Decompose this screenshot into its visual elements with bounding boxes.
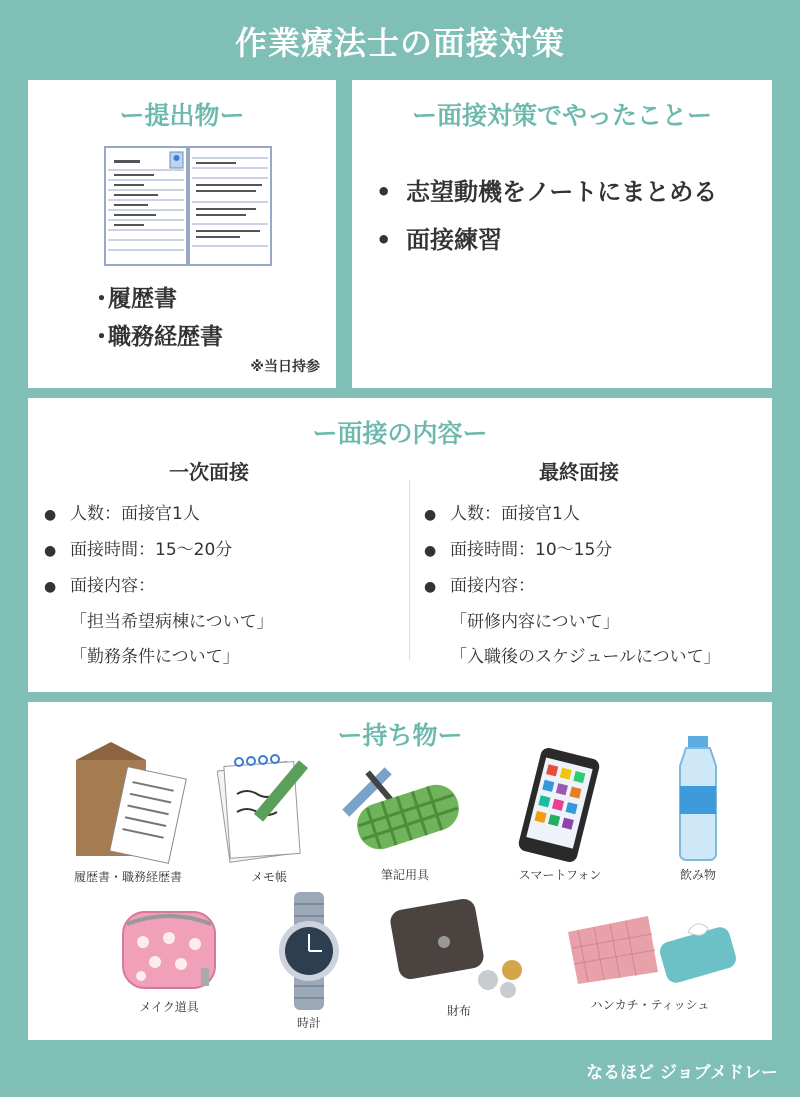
topic-text: 「担当希望病棟について」 [70,612,274,632]
interview-content-panel [28,398,772,692]
topic-text: 「勤務条件について」 [70,647,240,667]
item-wallet [384,898,534,1019]
prep-panel [352,80,772,388]
list-item: • 面接練習 [376,226,502,254]
item-label: 履歴書・職務経歴書 [73,870,182,884]
list-item: ・履歴書 [90,286,177,312]
item-documents [58,742,198,885]
topic-text: 「入職後のスケジュールについて」 [450,647,721,667]
wallet-icon [384,898,534,998]
list-item: ● 面接時間：10〜15分 [424,540,613,560]
column-divider [409,480,410,660]
list-item: ● 人数：面接官1人 [44,504,200,524]
prep-list [376,168,717,264]
list-item: ● 人数：面接官1人 [424,504,580,524]
item-smartphone [498,748,622,883]
topic-text: 「研修内容について」 [450,612,620,632]
item-label: メモ帳 [250,870,287,884]
memo-pad-icon [217,750,321,864]
item-label: 飲み物 [679,868,716,882]
item-watch [264,892,354,1031]
first-interview-title: 一次面接 [169,460,249,484]
submissions-panel [28,80,336,388]
list-item: ● 面接内容： [424,576,535,596]
first-interview-column [44,456,404,675]
list-item: ● 面接時間：15〜20分 [44,540,233,560]
handkerchief-tissue-icon [558,902,742,992]
pencil-case-icon [342,758,468,862]
envelope-documents-icon [68,742,188,864]
makeup-pouch-icon [117,898,221,994]
list-item: • 志望動機をノートにまとめる [376,178,718,206]
final-interview-title: 最終面接 [539,460,619,484]
note-text: ※当日持参 [250,359,320,375]
item-label: 財布 [446,1004,471,1018]
item-makeup [114,898,224,1015]
item-label: 筆記用具 [380,868,429,882]
submissions-list [90,280,223,356]
final-interview-column [424,456,764,675]
item-stationery [340,758,470,883]
list-item: ・職務経歴書 [90,324,223,350]
item-label: メイク道具 [139,1000,199,1014]
item-label: スマートフォン [518,868,602,882]
brand-logo: なるほど ジョブメドレー [586,1063,778,1083]
item-handkerchief [558,902,742,1013]
water-bottle-icon [666,736,730,862]
smartphone-icon [515,748,605,862]
content-heading: ー面接の内容ー [312,419,488,448]
prep-heading: ー面接対策でやったことー [411,101,712,130]
item-memo-pad [214,750,324,885]
list-item: ● 面接内容： [44,576,155,596]
item-label: 時計 [296,1016,321,1030]
page-title: 作業療法士の面接対策 [234,24,565,62]
resume-illustration [104,146,272,266]
belongings-panel [28,702,772,1040]
watch-icon [274,892,344,1010]
item-label: ハンカチ・ティッシュ [590,998,710,1012]
item-drink [648,736,748,883]
belongings-heading: ー持ち物ー [337,721,463,750]
submissions-heading: ー提出物ー [119,101,245,130]
